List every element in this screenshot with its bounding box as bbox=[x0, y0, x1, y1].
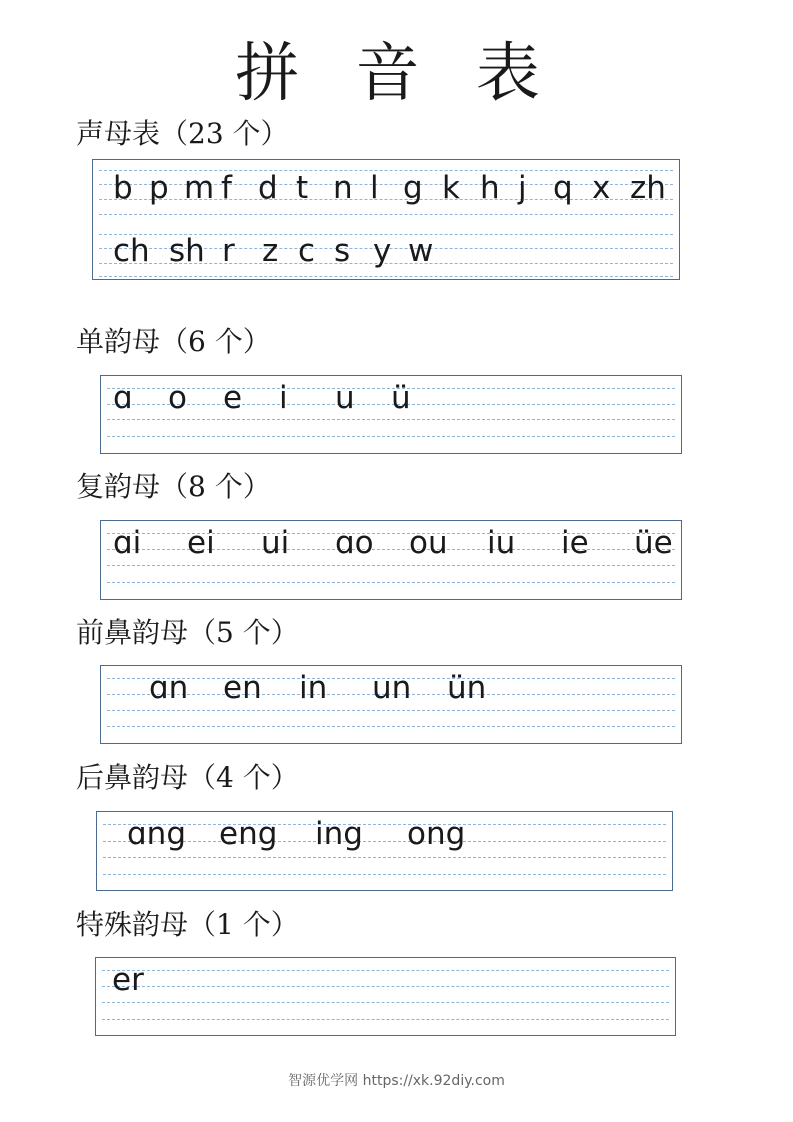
pinyin-letter: w bbox=[408, 233, 434, 269]
section-heading-back-nasal-finals: 后鼻韵母（4 个） bbox=[76, 761, 299, 794]
pinyin-letter: üe bbox=[634, 525, 673, 561]
page-title: 拼 音 表 bbox=[235, 37, 558, 111]
pinyin-letter: s bbox=[334, 233, 351, 269]
special-final-box bbox=[95, 957, 676, 1036]
pinyin-letter: ün bbox=[447, 670, 487, 706]
pinyin-letter: z bbox=[262, 233, 279, 269]
pinyin-letter: ong bbox=[407, 816, 466, 852]
pinyin-letter: t bbox=[296, 170, 309, 206]
pinyin-letter: o bbox=[168, 380, 187, 416]
pinyin-letter: r bbox=[222, 233, 235, 269]
pinyin-letter: ch bbox=[113, 233, 150, 269]
pinyin-letter: y bbox=[373, 233, 392, 269]
front-nasal-finals-box bbox=[100, 665, 682, 744]
pinyin-letter: ɑo bbox=[335, 525, 374, 561]
pinyin-letter: e bbox=[223, 380, 243, 416]
pinyin-letter: zh bbox=[630, 170, 666, 206]
pinyin-letter: ui bbox=[261, 525, 290, 561]
pinyin-letter: j bbox=[518, 170, 527, 206]
pinyin-letter: d bbox=[258, 170, 278, 206]
section-heading-front-nasal-finals: 前鼻韵母（5 个） bbox=[76, 616, 299, 649]
pinyin-letter: x bbox=[592, 170, 611, 206]
pinyin-letter: iu bbox=[487, 525, 516, 561]
pinyin-letter: ing bbox=[315, 816, 363, 852]
pinyin-letter: ie bbox=[561, 525, 589, 561]
pinyin-letter: ei bbox=[187, 525, 215, 561]
back-nasal-finals-box bbox=[96, 811, 673, 891]
pinyin-letter: i bbox=[279, 380, 288, 416]
pinyin-letter: q bbox=[553, 170, 573, 206]
pinyin-letter: ɑi bbox=[113, 525, 142, 561]
pinyin-letter: en bbox=[223, 670, 262, 706]
pinyin-letter: k bbox=[442, 170, 460, 206]
section-heading-initials: 声母表（23 个） bbox=[76, 117, 289, 150]
section-heading-compound-finals: 复韵母（8 个） bbox=[76, 470, 271, 503]
pinyin-letter: in bbox=[299, 670, 328, 706]
pinyin-letter: ou bbox=[409, 525, 448, 561]
pinyin-letter: ɑ bbox=[113, 380, 133, 416]
pinyin-letter: f bbox=[221, 170, 232, 206]
pinyin-letter: b bbox=[113, 170, 133, 206]
pinyin-letter: l bbox=[370, 170, 379, 206]
pinyin-letter: ɑn bbox=[149, 670, 189, 706]
simple-finals-box bbox=[100, 375, 682, 454]
pinyin-letter: h bbox=[480, 170, 500, 206]
pinyin-letter: u bbox=[335, 380, 355, 416]
pinyin-letter: er bbox=[112, 962, 144, 998]
initials-box bbox=[92, 159, 680, 280]
pinyin-letter: n bbox=[333, 170, 353, 206]
pinyin-letter: m bbox=[184, 170, 215, 206]
compound-finals-box bbox=[100, 520, 682, 600]
section-heading-simple-finals: 单韵母（6 个） bbox=[76, 325, 271, 358]
footer-watermark: 智源优学网 https://xk.92diy.com bbox=[288, 1073, 505, 1089]
pinyin-letter: ü bbox=[391, 380, 411, 416]
pinyin-letter: un bbox=[372, 670, 412, 706]
pinyin-letter: ɑng bbox=[127, 816, 187, 852]
section-heading-special-final: 特殊韵母（1 个） bbox=[76, 908, 299, 941]
pinyin-letter: c bbox=[298, 233, 316, 269]
pinyin-letter: g bbox=[403, 170, 423, 206]
pinyin-letter: eng bbox=[219, 816, 278, 852]
pinyin-letter: sh bbox=[169, 233, 205, 269]
pinyin-letter: p bbox=[149, 170, 169, 206]
